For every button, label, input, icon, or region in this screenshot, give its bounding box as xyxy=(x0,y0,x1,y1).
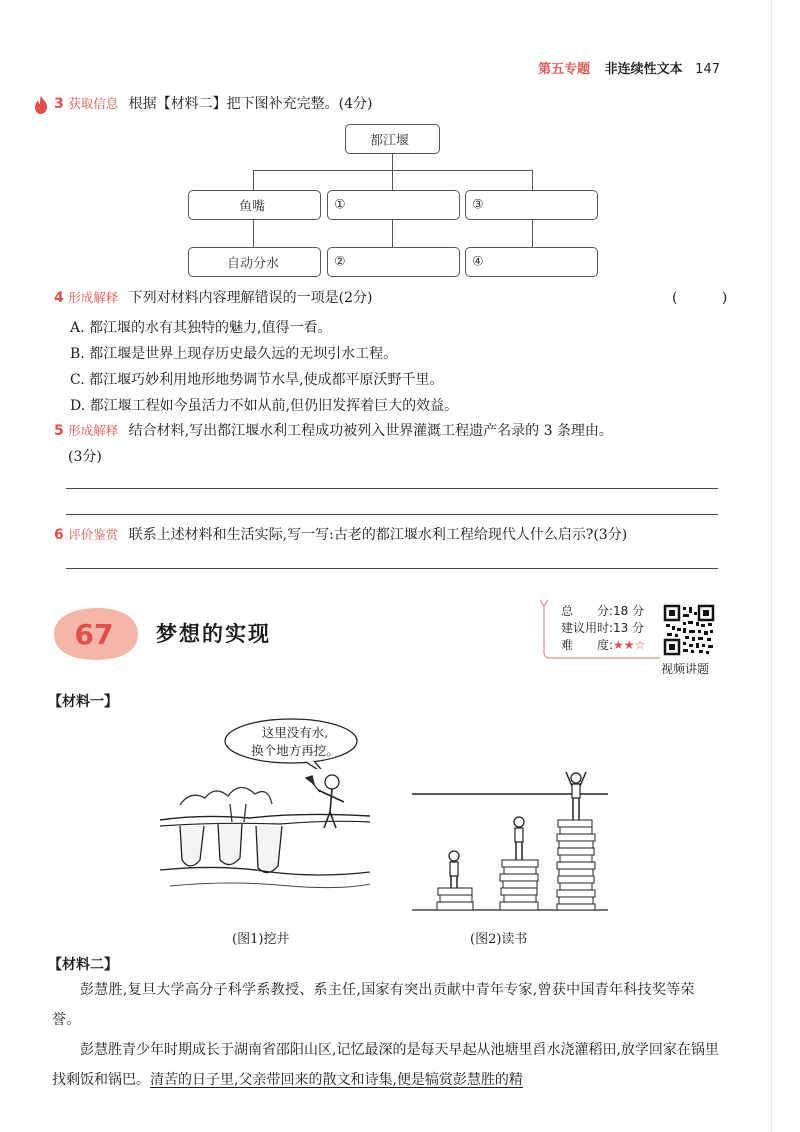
connector xyxy=(532,170,533,191)
section-title: 梦想的实现 xyxy=(156,622,271,646)
info-total-value: 18 分 xyxy=(613,604,645,618)
caption-figure-2: (图2)读书 xyxy=(470,932,528,947)
answer-line[interactable] xyxy=(66,568,718,569)
caption-figure-1: (图1)挖井 xyxy=(232,932,290,947)
material-1-label: 【材料一】 xyxy=(48,694,118,710)
diagram-label: ① xyxy=(334,197,346,213)
material-2-label: 【材料二】 xyxy=(48,957,118,973)
material-2-paragraph-1: 彭慧胜,复旦大学高分子科学系教授、系主任,国家有突出贡献中青年专家,曾获中国青年科技奖等荣誉。 xyxy=(52,982,695,1028)
material-2-paragraph-2 xyxy=(52,1035,724,1095)
page-header xyxy=(538,58,720,77)
diagram-box-zidongfenshui xyxy=(188,247,321,277)
video-lecture-label: 视频讲题 xyxy=(661,662,710,676)
diagram-box-blank-3 xyxy=(465,190,598,220)
diagram-box-yuzui xyxy=(188,190,321,220)
option-d: D. 都江堰工程如今虽活力不如从前,但仍旧发挥着巨大的效益。 xyxy=(70,398,459,414)
option-a: A. 都江堰的水有其独特的魅力,值得一看。 xyxy=(70,320,332,336)
question-6 xyxy=(54,525,627,545)
qr-code-icon[interactable] xyxy=(663,604,715,656)
info-difficulty-label: 难 度: xyxy=(561,638,614,652)
info-total xyxy=(561,603,645,620)
flame-icon xyxy=(34,96,48,114)
question-4-text: 下列对材料内容理解错误的一项是(2分) xyxy=(128,290,373,306)
question-3 xyxy=(54,94,373,114)
header-title: 非连续性文本 xyxy=(604,62,683,77)
question-3-number: 3 xyxy=(54,96,64,112)
question-6-tag: 评价鉴赏 xyxy=(68,527,119,542)
question-5-text: 结合材料,写出都江堰水利工程成功被列入世界灌溉工程遗产名录的 3 条理由。 xyxy=(128,423,613,439)
connector xyxy=(253,170,254,191)
diagram-label: 自动分水 xyxy=(227,256,280,272)
connector xyxy=(253,220,254,248)
cartoon-reading-books xyxy=(412,764,612,914)
diagram-root-label: 都江堰 xyxy=(370,133,410,149)
question-5 xyxy=(54,421,613,441)
question-6-number: 6 xyxy=(54,527,64,543)
paragraph-2-underlined: 清苦的日子里,父亲带回来的散文和诗集,便是犒赏彭慧胜的精 xyxy=(150,1072,523,1088)
section-badge xyxy=(46,606,142,662)
header-topic: 第五专题 xyxy=(538,62,591,77)
question-3-text: 根据【材料二】把下图补充完整。(4分) xyxy=(128,96,373,112)
answer-line[interactable] xyxy=(66,514,718,515)
answer-line[interactable] xyxy=(66,488,718,489)
answer-blank[interactable]: ( ) xyxy=(672,290,748,306)
info-text xyxy=(561,603,645,654)
question-3-tag: 获取信息 xyxy=(68,96,119,111)
connector xyxy=(392,154,393,171)
section-number: 67 xyxy=(74,618,114,651)
paragraph-2-text: 彭慧胜青少年时期成长于湖南省邵阳山区,记忆最深的是每天早起从池塘里舀水浇灌稻田,放学回家在锅里找剩饭和锅巴。 xyxy=(52,1042,719,1088)
option-c: C. 都江堰巧妙利用地形地势调节水旱,使成都平原沃野千里。 xyxy=(70,372,444,388)
page-number: 147 xyxy=(695,62,720,77)
question-5-tag: 形成解释 xyxy=(68,423,119,438)
speech-bubble-text xyxy=(240,724,350,760)
cartoon-digging-wells xyxy=(160,760,370,910)
info-difficulty xyxy=(561,637,645,654)
question-4-number: 4 xyxy=(54,290,64,306)
info-time-value: 13 分 xyxy=(613,621,645,635)
option-b: B. 都江堰是世界上现存历史最久远的无坝引水工程。 xyxy=(70,346,398,362)
info-total-label: 总 分: xyxy=(561,604,614,618)
info-time-label: 建议用时: xyxy=(561,621,614,635)
diagram-box-blank-1 xyxy=(327,190,460,220)
diagram-box-blank-4 xyxy=(465,247,598,277)
question-4 xyxy=(54,288,373,308)
diagram-root-box xyxy=(345,124,440,154)
question-5-number: 5 xyxy=(54,423,64,439)
difficulty-stars: ★★☆ xyxy=(613,638,646,652)
info-time xyxy=(561,620,645,637)
diagram-box-blank-2 xyxy=(327,247,460,277)
bubble-line-1: 这里没有水, xyxy=(261,725,329,740)
connector xyxy=(392,170,393,191)
diagram-label: ④ xyxy=(472,254,484,270)
page-edge xyxy=(771,0,772,1132)
bubble-line-2: 换个地方再挖。 xyxy=(251,743,339,758)
connector xyxy=(532,220,533,248)
diagram-label: ② xyxy=(334,254,346,270)
question-5-points: (3分) xyxy=(68,449,102,465)
question-6-text: 联系上述材料和生活实际,写一写:古老的都江堰水利工程给现代人什么启示?(3分) xyxy=(128,527,628,543)
diagram-label: ③ xyxy=(472,197,484,213)
diagram-label: 鱼嘴 xyxy=(239,199,266,215)
connector xyxy=(392,220,393,248)
question-4-tag: 形成解释 xyxy=(68,290,119,305)
